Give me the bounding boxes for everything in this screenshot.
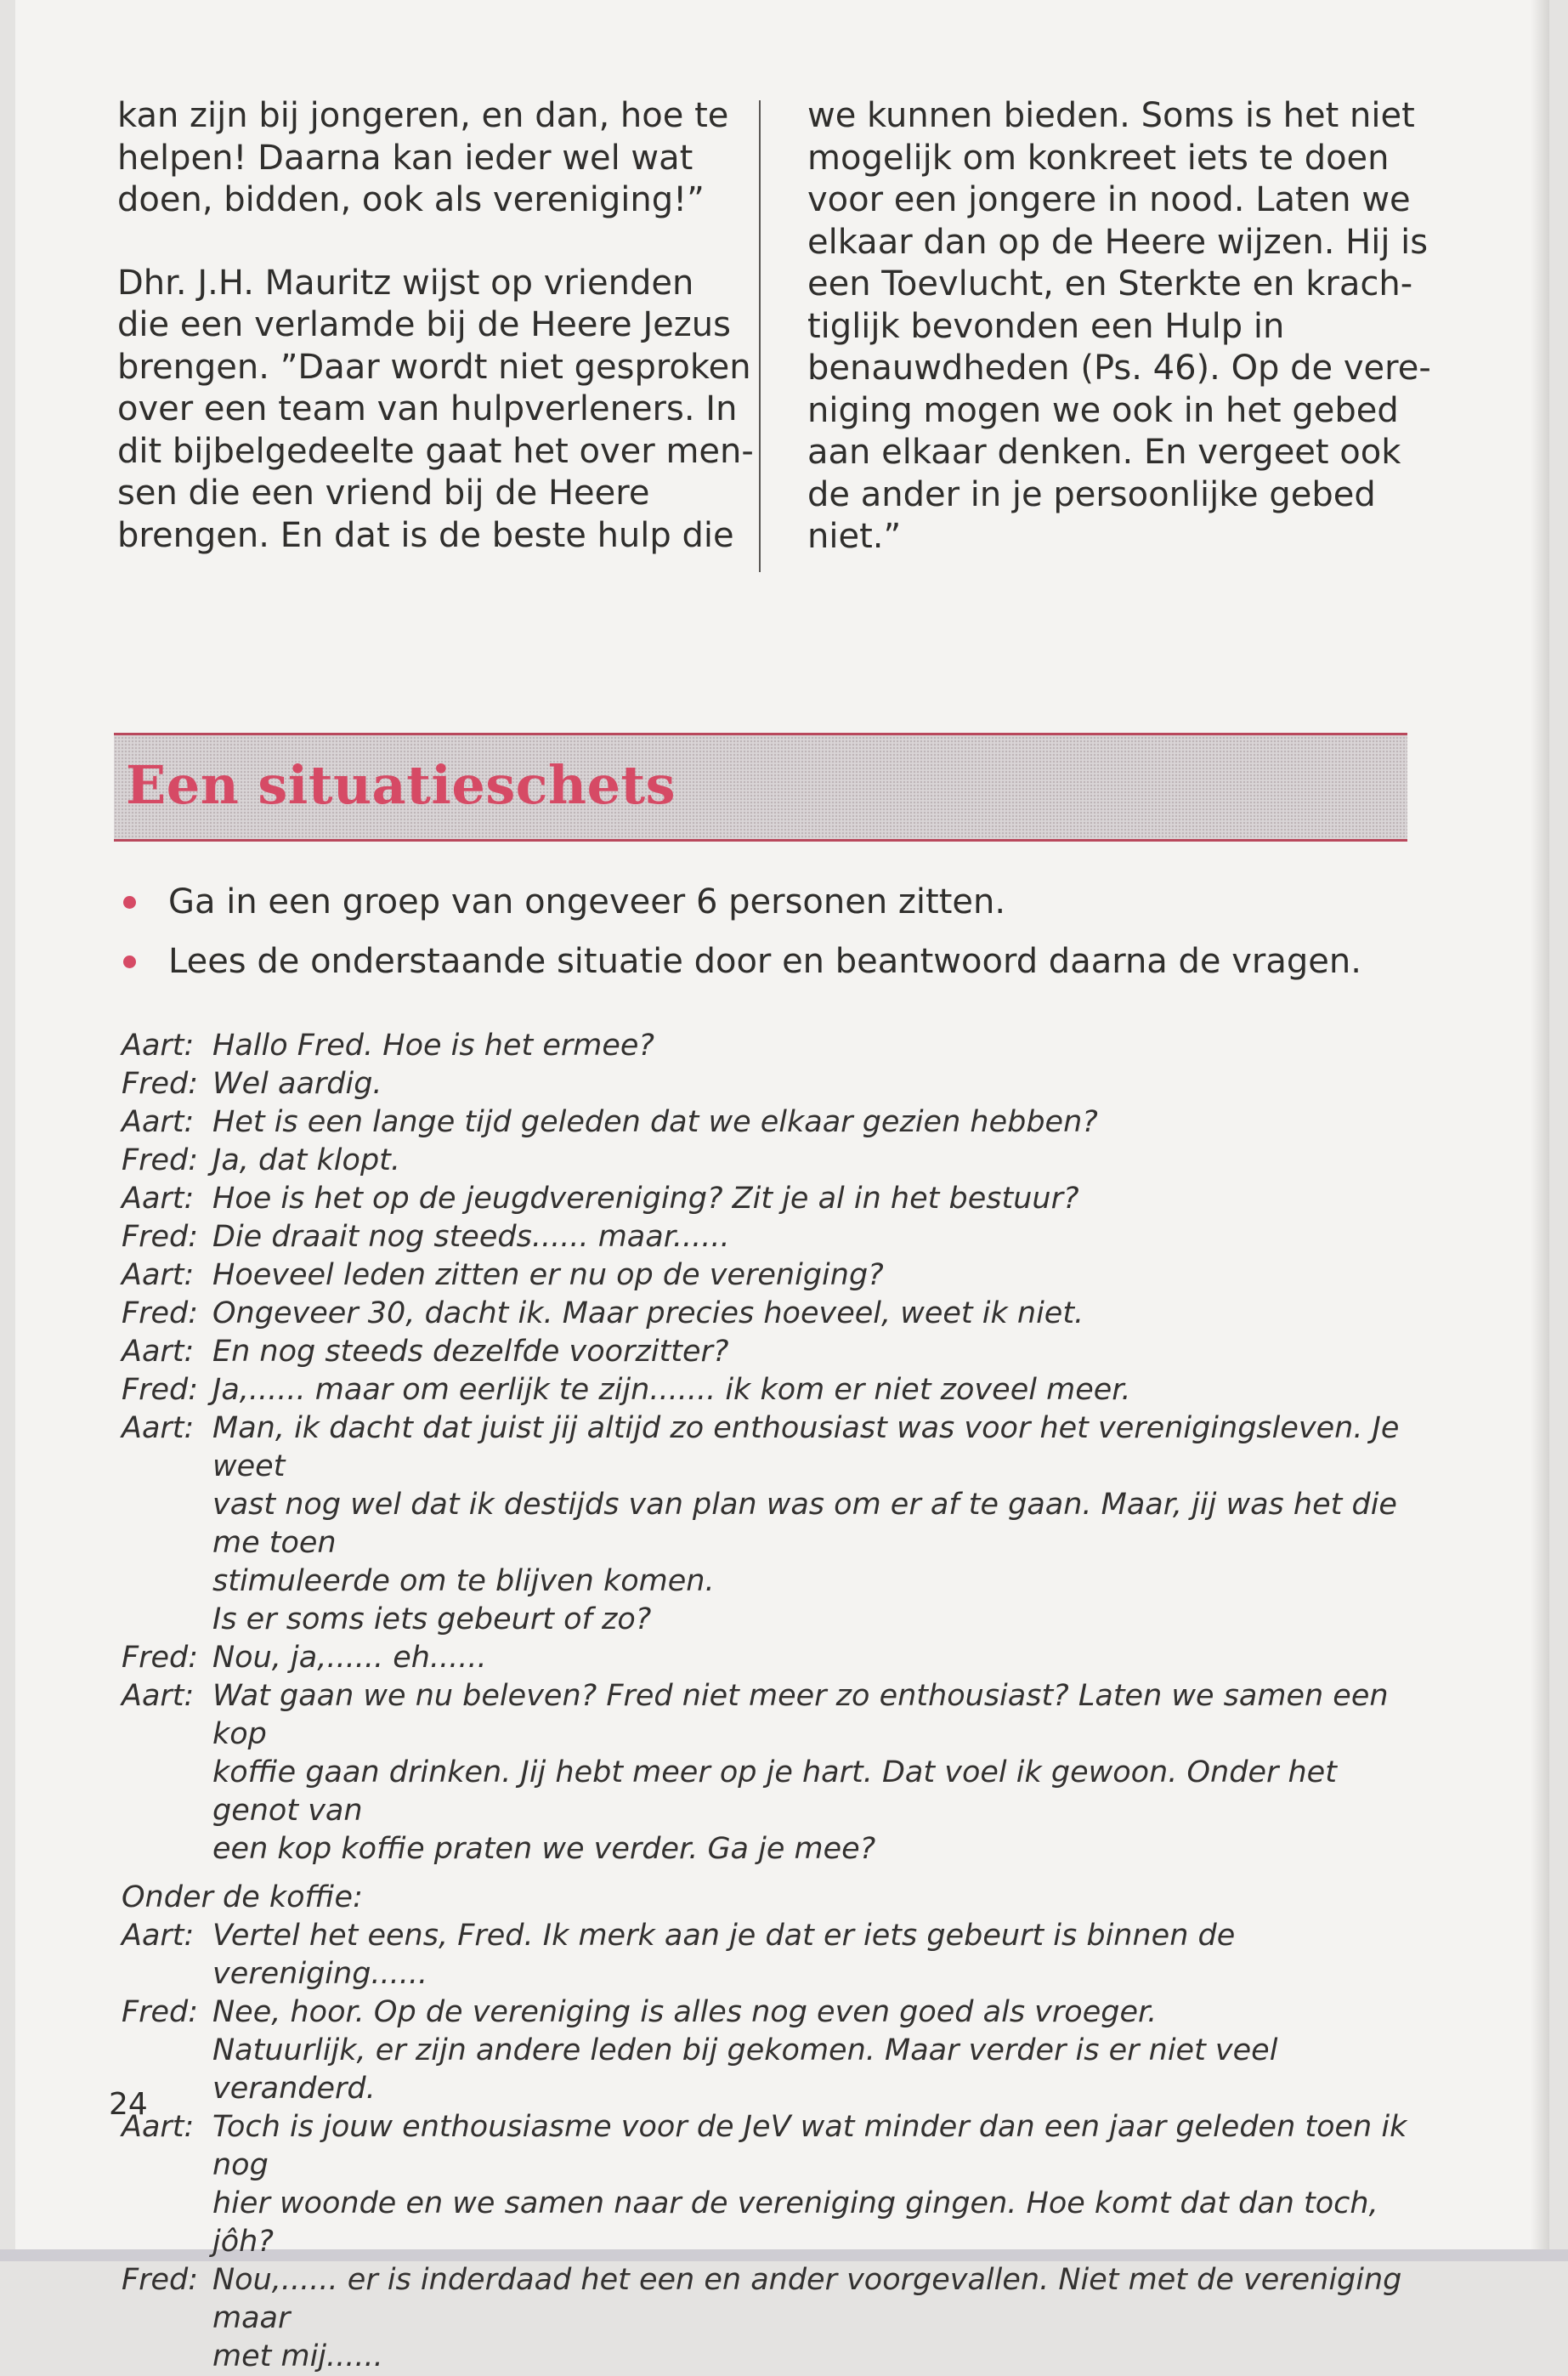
speech-text: Ongeveer 30, dacht ik. Maar precies hoeveel, weet ik niet. (212, 1296, 1084, 1330)
scene-note: Onder de koffie: (122, 1880, 363, 1914)
dialogue-line (122, 1639, 1413, 1677)
speaker-label: Fred: (122, 1143, 199, 1177)
right-text-column (807, 95, 1453, 559)
speech-text: Hoe is het op de jeugdvereniging? Zit je al in het bestuur? (212, 1182, 1079, 1216)
speaker-label: Fred: (122, 1220, 199, 1254)
banner-rule-bottom (114, 839, 1407, 842)
dialogue-line (122, 1103, 1413, 1142)
instruction-item (119, 940, 1428, 983)
speaker-label: Fred: (122, 1373, 199, 1407)
speaker-label: Aart: (122, 1258, 195, 1292)
instruction-text: Lees de onderstaande situatie door en beantwoord daarna de vragen. (168, 942, 1361, 981)
banner-rule-top (114, 733, 1407, 735)
speaker-label: Fred: (122, 2263, 199, 2297)
speaker-label: Aart: (122, 2110, 195, 2144)
speech-text: Toch is jouw enthousiasme voor de JeV wat minder dan een jaar geleden toen ik nog hier woonde en we samen naar de vereniging gingen. Hoe komt dat dan toch, jôh? (212, 2110, 1407, 2259)
dialogue (122, 1027, 1413, 2376)
dialogue-line (122, 1409, 1413, 1639)
dialogue-line (122, 1180, 1413, 1218)
dialogue-line (122, 1917, 1413, 1993)
speech-text: Man, ik dacht dat juist jij altijd zo enthousiast was voor het verenigingsleven. Je weet vast nog wel dat ik destijds van plan was om er af te gaan. Maar, jij was het die me toen stimuleerde om te blijven komen. Is er soms iets gebeurt of zo? (212, 1411, 1400, 1636)
section-title: Een situatieschets (126, 754, 676, 816)
speech-text: Hallo Fred. Hoe is het ermee? (212, 1029, 654, 1063)
dialogue-line (122, 1993, 1413, 2108)
speech-text: Het is een lange tijd geleden dat we elkaar gezien hebben? (212, 1105, 1098, 1139)
speaker-label: Aart: (122, 1335, 195, 1369)
bullet-icon (123, 896, 136, 909)
dialogue-line (122, 1295, 1413, 1333)
dialogue-line (122, 1333, 1413, 1371)
left-paragraph-2: Dhr. J.H. Mauritz wijst op vrienden die een verlamde bij de Heere Jezus brengen. ”Daar wordt niet gesproken over een team van hulpverleners. In dit bijbelgedeelte gaat het over men- sen die een vriend bij de Heere brengen. En dat is de beste hulp die (117, 263, 754, 555)
dialogue-line (122, 2261, 1413, 2376)
speech-text: Ja, dat klopt. (212, 1143, 401, 1177)
speech-text: Ja,...... maar om eerlijk te zijn....... ik kom er niet zoveel meer. (212, 1373, 1131, 1407)
page-edge-shadow (1531, 0, 1549, 2249)
section-banner (114, 733, 1407, 842)
speech-text: Nee, hoor. Op de vereniging is alles nog even goed als vroeger. Natuurlijk, er zijn andere leden bij gekomen. Maar verder is er niet veel veranderd. (212, 1995, 1278, 2106)
speech-text: Wat gaan we nu beleven? Fred niet meer zo enthousiast? Laten we samen een kop koffie gaan drinken. Jij hebt meer op je hart. Dat voel ik gewoon. Onder het genot van een kop koffie praten we verder. Ga je mee? (212, 1679, 1389, 1866)
bullet-icon (123, 956, 136, 968)
dialogue-line (122, 1218, 1413, 1256)
speaker-label: Aart: (122, 1919, 195, 1953)
speaker-label: Fred: (122, 1296, 199, 1330)
speech-text: Hoeveel leden zitten er nu op de vereniging? (212, 1258, 884, 1292)
instruction-list (119, 881, 1428, 1000)
dialogue-line (122, 2108, 1413, 2261)
instruction-text: Ga in een groep van ongeveer 6 personen zitten. (168, 882, 1006, 921)
right-paragraph-1: we kunnen bieden. Soms is het niet mogelijk om konkreet iets te doen voor een jongere in nood. Laten we elkaar dan op de Heere wijzen. Hij is een Toevlucht, en Sterkte en krach- tiglijk bevonden een Hulp in benauwdheden (Ps. 46). Op de vere- niging mogen we ook in het gebed aan elkaar denken. En vergeet ook de ander in je persoonlijke gebed niet.” (807, 96, 1431, 556)
speech-text: Vertel het eens, Fred. Ik merk aan je dat er iets gebeurt is binnen de vereniging...... (212, 1919, 1236, 1991)
left-text-column (117, 95, 763, 557)
speaker-label: Fred: (122, 1067, 199, 1101)
page-number: 24 (109, 2087, 148, 2122)
dialogue-line (122, 1142, 1413, 1180)
speech-text: Wel aardig. (212, 1067, 382, 1101)
speech-text: Nou,...... er is inderdaad het een en ander voorgevallen. Niet met de vereniging maar met mij...... (212, 2263, 1402, 2373)
speaker-label: Aart: (122, 1411, 195, 1445)
speech-text: Nou, ja,...... eh...... (212, 1641, 487, 1675)
speaker-label: Aart: (122, 1029, 195, 1063)
speaker-label: Fred: (122, 1995, 199, 2029)
speaker-label: Aart: (122, 1182, 195, 1216)
dialogue-line (122, 1027, 1413, 1065)
dialogue-line (122, 1065, 1413, 1103)
speech-text: Die draait nog steeds...... maar...... (212, 1220, 730, 1254)
speaker-label: Fred: (122, 1641, 199, 1675)
speaker-label: Aart: (122, 1105, 195, 1139)
speaker-label: Aart: (122, 1679, 195, 1713)
dialogue-line (122, 1256, 1413, 1295)
dialogue-line (122, 1371, 1413, 1409)
left-paragraph-1: kan zijn bij jongeren, en dan, hoe te helpen! Daarna kan ieder wel wat doen, bidden, ook als vereniging!” (117, 96, 729, 219)
instruction-item (119, 881, 1428, 923)
dialogue-line (122, 1677, 1413, 1868)
speech-text: En nog steeds dezelfde voorzitter? (212, 1335, 729, 1369)
column-divider (759, 100, 761, 572)
